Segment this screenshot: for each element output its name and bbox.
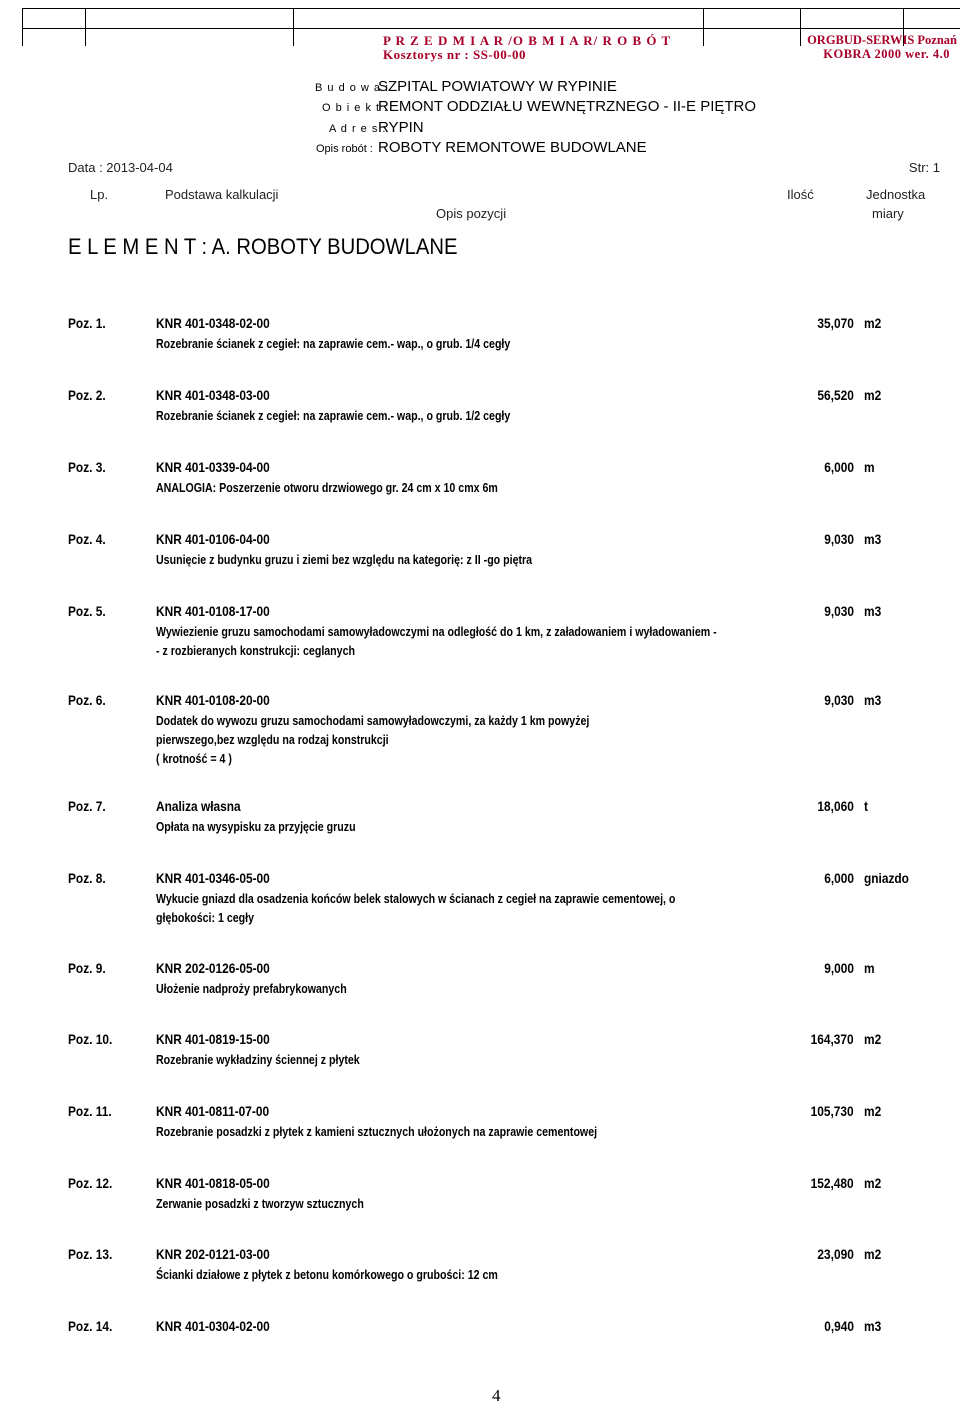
quantity: 18,060 bbox=[817, 798, 854, 814]
quantity: 35,070 bbox=[817, 315, 854, 331]
basis-code: KNR 202-0126-05-00 bbox=[156, 960, 270, 976]
basis-code: Analiza własna bbox=[156, 798, 241, 814]
quantity: 56,520 bbox=[817, 387, 854, 403]
description-line: Rozebranie wykładziny ściennej z płytek bbox=[156, 1053, 360, 1067]
unit: m3 bbox=[864, 603, 882, 619]
unit: m2 bbox=[864, 1246, 882, 1262]
unit: m2 bbox=[864, 387, 882, 403]
unit: gniazdo bbox=[864, 870, 909, 886]
basis-code: KNR 401-0108-20-00 bbox=[156, 692, 270, 708]
description-line: Usunięcie z budynku gruzu i ziemi bez względu na kategorię: z II -go piętra bbox=[156, 553, 533, 567]
header-left-tick bbox=[22, 8, 23, 46]
description-line: Rozebranie ścianek z cegieł: na zaprawie cem.- wap., o grub. 1/4 cegły bbox=[156, 337, 511, 351]
page-label: Str: 1 bbox=[908, 160, 940, 175]
quantity: 9,030 bbox=[824, 692, 854, 708]
obiekt-value: REMONT ODDZIAŁU WEWNĘTRZNEGO - II-E PIĘTRO bbox=[378, 98, 757, 115]
description-line: pierwszego,bez względu na rodzaj konstrukcji bbox=[156, 733, 389, 747]
description-line: Ułożenie nadproży prefabrykowanych bbox=[156, 982, 347, 996]
unit: m2 bbox=[864, 1031, 882, 1047]
col-podstawa: Podstawa kalkulacji bbox=[165, 187, 279, 202]
basis-code: KNR 401-0811-07-00 bbox=[156, 1103, 270, 1119]
budowa-value: SZPITAL POWIATOWY W RYPINIE bbox=[378, 78, 617, 95]
unit: t bbox=[864, 798, 868, 814]
description-line: ANALOGIA: Poszerzenie otworu drzwiowego gr. 24 cm x 10 cmx 6m bbox=[156, 481, 498, 495]
quantity: 6,000 bbox=[824, 870, 854, 886]
position-number: Poz. 10. bbox=[68, 1031, 113, 1047]
col-lp: Lp. bbox=[90, 187, 109, 202]
description-line: Wykucie gniazd dla osadzenia końców belek stalowych w ścianach z cegieł na zaprawie cementowej, o bbox=[156, 892, 676, 906]
header-top-rule bbox=[22, 8, 960, 9]
header-rule bbox=[22, 28, 960, 29]
document-title: P R Z E D M I A R /O B M I A R/ R O B Ó T bbox=[383, 33, 672, 48]
unit: m3 bbox=[864, 1318, 882, 1334]
col-jednostka: Jednostka bbox=[866, 187, 926, 202]
basis-code: KNR 401-0106-04-00 bbox=[156, 531, 270, 547]
description-line: ( krotność = 4 ) bbox=[156, 752, 232, 766]
position-number: Poz. 12. bbox=[68, 1175, 113, 1191]
element-heading: E L E M E N T : A. ROBOTY BUDOWLANE bbox=[68, 234, 458, 259]
page-number: 4 bbox=[492, 1386, 501, 1405]
col-miary: miary bbox=[872, 206, 904, 221]
quantity: 152,480 bbox=[810, 1175, 854, 1191]
quantity: 164,370 bbox=[810, 1031, 854, 1047]
basis-code: KNR 401-0348-03-00 bbox=[156, 387, 270, 403]
col-opis-pozycji: Opis pozycji bbox=[436, 206, 507, 221]
col-ilosc: Ilość bbox=[787, 187, 814, 202]
quantity: 9,030 bbox=[824, 603, 854, 619]
quantity: 9,000 bbox=[824, 960, 854, 976]
description-line: Zerwanie posadzki z tworzyw sztucznych bbox=[156, 1197, 364, 1211]
company-name: ORGBUD-SERWIS Poznań bbox=[807, 33, 957, 47]
position-number: Poz. 8. bbox=[68, 870, 106, 886]
header-divider-3 bbox=[703, 8, 704, 46]
date: Data : 2013-04-04 bbox=[68, 160, 173, 175]
software-version: KOBRA 2000 wer. 4.0 bbox=[823, 47, 950, 61]
position-number: Poz. 2. bbox=[68, 387, 106, 403]
basis-code: KNR 401-0819-15-00 bbox=[156, 1031, 270, 1047]
description-line: głębokości: 1 cegły bbox=[156, 911, 255, 925]
description-line: Ścianki działowe z płytek z betonu komórkowego o grubości: 12 cm bbox=[156, 1268, 498, 1282]
description-line: Wywiezienie gruzu samochodami samowyładowczymi na odległość do 1 km, z załadowaniem i wyładowaniem - bbox=[156, 625, 717, 639]
header-divider-2 bbox=[293, 8, 294, 46]
header-divider-1 bbox=[85, 8, 86, 46]
unit: m3 bbox=[864, 531, 882, 547]
position-number: Poz. 3. bbox=[68, 459, 106, 475]
budowa-label: B u d o w a : bbox=[315, 82, 390, 94]
basis-code: KNR 401-0339-04-00 bbox=[156, 459, 270, 475]
position-number: Poz. 7. bbox=[68, 798, 106, 814]
adres-label: A d r e s : bbox=[329, 123, 387, 135]
opis-label: Opis robót : bbox=[316, 143, 373, 155]
position-number: Poz. 6. bbox=[68, 692, 106, 708]
opis-value: ROBOTY REMONTOWE BUDOWLANE bbox=[378, 139, 647, 156]
quantity: 0,940 bbox=[824, 1318, 854, 1334]
position-number: Poz. 4. bbox=[68, 531, 106, 547]
unit: m bbox=[864, 960, 875, 976]
position-number: Poz. 13. bbox=[68, 1246, 113, 1262]
unit: m2 bbox=[864, 1175, 882, 1191]
basis-code: KNR 401-0818-05-00 bbox=[156, 1175, 270, 1191]
quantity: 9,030 bbox=[824, 531, 854, 547]
basis-code: KNR 202-0121-03-00 bbox=[156, 1246, 270, 1262]
unit: m2 bbox=[864, 315, 882, 331]
position-number: Poz. 1. bbox=[68, 315, 106, 331]
description-line: Opłata na wysypisku za przyjęcie gruzu bbox=[156, 820, 356, 834]
basis-code: KNR 401-0346-05-00 bbox=[156, 870, 270, 886]
kosztorys-number: Kosztorys nr : SS-00-00 bbox=[383, 47, 527, 62]
position-number: Poz. 14. bbox=[68, 1318, 113, 1334]
basis-code: KNR 401-0304-02-00 bbox=[156, 1318, 270, 1334]
position-number: Poz. 5. bbox=[68, 603, 106, 619]
position-number: Poz. 9. bbox=[68, 960, 106, 976]
quantity: 105,730 bbox=[810, 1103, 854, 1119]
obiekt-label: O b i e k t : bbox=[322, 102, 389, 114]
description-line: Rozebranie posadzki z płytek z kamieni sztucznych ułożonych na zaprawie cementowej bbox=[156, 1125, 598, 1139]
basis-code: KNR 401-0348-02-00 bbox=[156, 315, 270, 331]
quantity: 23,090 bbox=[817, 1246, 854, 1262]
basis-code: KNR 401-0108-17-00 bbox=[156, 603, 270, 619]
unit: m2 bbox=[864, 1103, 882, 1119]
description-line: Rozebranie ścianek z cegieł: na zaprawie cem.- wap., o grub. 1/2 cegły bbox=[156, 409, 511, 423]
unit: m3 bbox=[864, 692, 882, 708]
quantity: 6,000 bbox=[824, 459, 854, 475]
header-divider-4 bbox=[800, 8, 801, 46]
description-line: - z rozbieranych konstrukcji: ceglanych bbox=[156, 644, 355, 658]
adres-value: RYPIN bbox=[378, 119, 424, 136]
unit: m bbox=[864, 459, 875, 475]
position-number: Poz. 11. bbox=[68, 1103, 112, 1119]
description-line: Dodatek do wywozu gruzu samochodami samowyładowczymi, za każdy 1 km powyżej bbox=[156, 714, 590, 728]
